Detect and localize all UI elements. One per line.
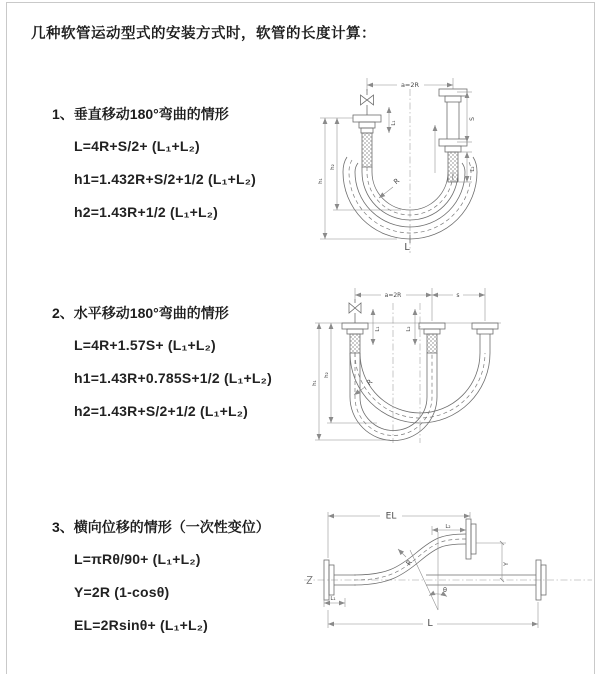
dim-L1: [373, 309, 381, 345]
section-3: [52, 517, 302, 642]
dim-L2: [432, 524, 466, 535]
svg-text:θ: θ: [443, 586, 447, 594]
svg-text:h₁: h₁: [318, 178, 324, 184]
svg-text:L₁: L₁: [375, 326, 381, 332]
section-3-formula-L: L=πRθ/90+ (L₁+L₂): [74, 551, 201, 567]
dim-EL: [328, 509, 470, 558]
radius-label: [354, 378, 374, 395]
valve-icon: [361, 89, 374, 115]
svg-text:R: R: [365, 377, 375, 388]
section-3-heading: 3、横向位移的情形（一次性变位）: [52, 519, 270, 535]
svg-text:h₁: h₁: [312, 380, 318, 386]
hose-s-curve: [354, 534, 466, 585]
svg-text:L₁: L₁: [330, 596, 336, 602]
svg-text:a=2R: a=2R: [400, 81, 420, 89]
dim-L: [328, 602, 538, 629]
section-1-formula-L: L=4R+S/2+ (L₁+L₂): [74, 138, 200, 154]
section-1: [52, 104, 302, 229]
section-3-formula-EL: EL=2Rsinθ+ (L₁+L₂): [74, 617, 209, 633]
dim-Y: [476, 543, 510, 580]
middle-fitting: [419, 323, 445, 334]
svg-text:h₂: h₂: [330, 164, 336, 170]
left-fitting: [353, 115, 381, 133]
braided-hose-left: [350, 334, 360, 353]
dim-L1: [389, 107, 397, 133]
svg-text:S: S: [469, 117, 476, 121]
svg-text:L₂: L₂: [406, 326, 412, 332]
diagram-vertical-bend: [305, 67, 595, 262]
radius-label: [379, 177, 401, 198]
section-3-formula-Y: Y=2R (1-cosθ): [74, 584, 170, 600]
braided-hose-left: [362, 133, 372, 167]
section-2-formula-h1: h1=1.43R+0.785S+1/2 (L₁+L₂): [74, 370, 272, 386]
svg-text:L₁: L₁: [391, 120, 397, 126]
right-fitting-upper: [439, 89, 467, 102]
svg-text:L₂: L₂: [470, 166, 476, 172]
dim-a-2R: [355, 288, 432, 321]
braided-hose-right: [448, 152, 458, 182]
braided-hose-middle: [427, 334, 437, 353]
dim-L2: [459, 152, 476, 182]
right-fitting: [472, 323, 498, 353]
section-1-heading: 1、垂直移动180°弯曲的情形: [52, 106, 229, 122]
svg-text:h₂: h₂: [324, 372, 330, 378]
section-1-formula-h2: h2=1.43R+1/2 (L₁+L₂): [74, 204, 219, 220]
hose-position-1: [350, 353, 437, 441]
left-fitting: [342, 323, 368, 334]
svg-text:L: L: [427, 618, 433, 629]
diagram-lateral-displacement: [298, 502, 598, 642]
svg-text:s: s: [456, 292, 460, 299]
section-2-formula-h2: h2=1.43R+S/2+1/2 (L₁+L₂): [74, 403, 249, 419]
section-1-formula-h1: h1=1.432R+S/2+1/2 (L₁+L₂): [74, 171, 256, 187]
dim-s: [432, 288, 485, 321]
right-fitting-lower: [439, 139, 467, 152]
dim-S: [457, 92, 476, 142]
top-right-flange: [466, 519, 476, 559]
diagram-horizontal-bend: [305, 283, 595, 448]
dim-L1: [324, 596, 345, 607]
svg-text:L₂: L₂: [445, 524, 451, 530]
svg-text:R: R: [392, 176, 402, 187]
svg-text:Y: Y: [502, 562, 510, 566]
section-2-heading: 2、水平移动180°弯曲的情形: [52, 305, 229, 321]
section-2-formula-L: L=4R+1.57S+ (L₁+L₂): [74, 337, 216, 353]
section-2: [52, 303, 302, 428]
valve-icon: [349, 299, 361, 323]
svg-text:EL: EL: [385, 511, 397, 522]
document-title: 几种软管运动型式的安装方式时，软管的长度计算：: [31, 26, 376, 42]
svg-text:R: R: [404, 558, 415, 568]
svg-text:a=2R: a=2R: [384, 292, 402, 299]
length-label: L: [404, 242, 410, 253]
dim-L2: [406, 309, 415, 345]
